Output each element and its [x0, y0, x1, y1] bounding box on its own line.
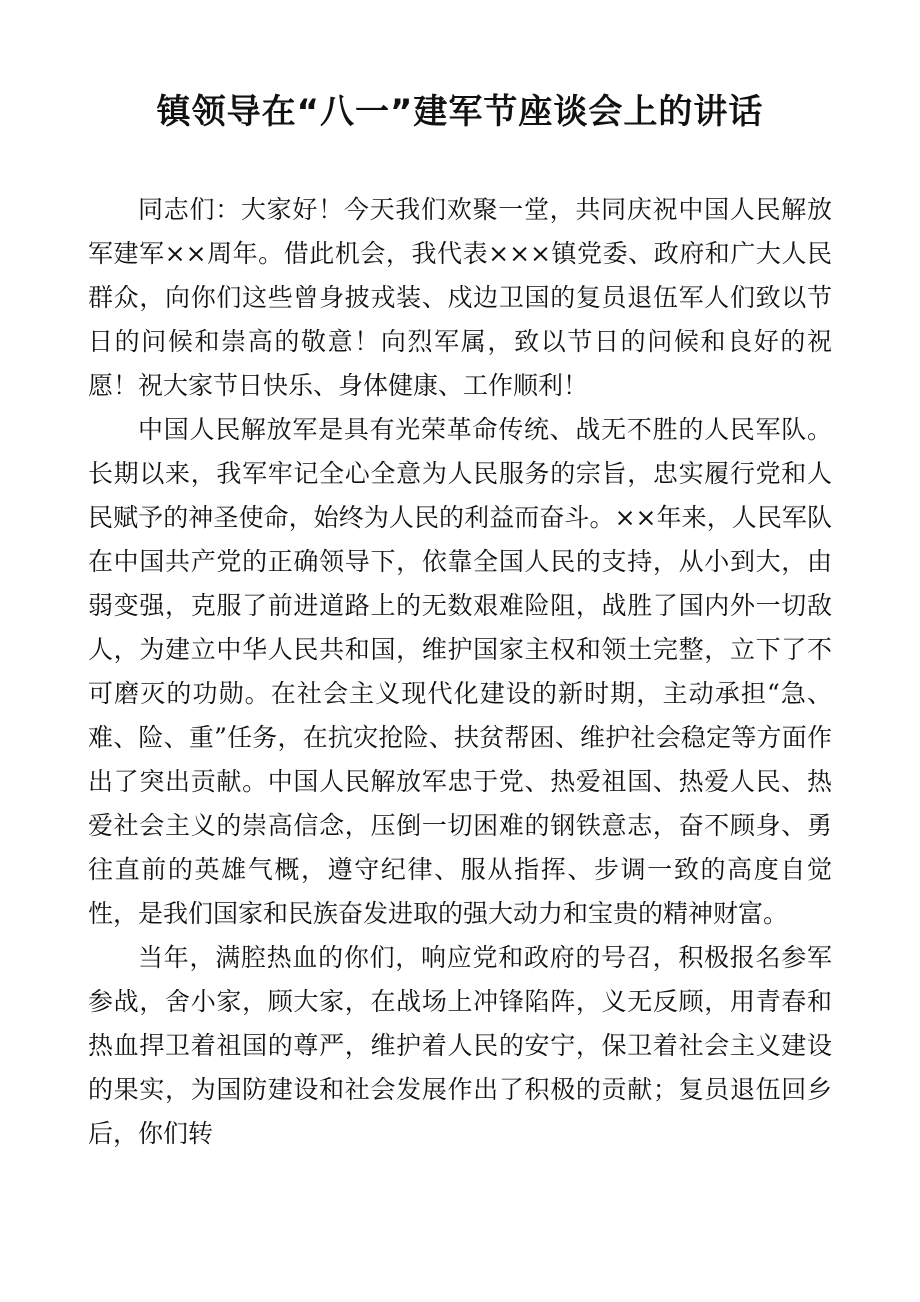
paragraph-pla-history: 中国人民解放军是具有光荣革命传统、战无不胜的人民军队。长期以来，我军牢记全心全意为人民服务的宗旨，忠实履行党和人民赋予的神圣使命，始终为人民的利益而奋斗。××年来，人民军队在中国共产党的正确领导下，依靠全国人民的支持，从小到大，由弱变强，克服了前进道路上的无数艰难险阻，战胜了国内外一切敌人，为建立中华人民共和国，维护国家主权和领土完整，立下了不可磨灭的功勋。在社会主义现代化建设的新时期，主动承担“急、难、险、重”任务，在抗灾抢险、扶贫帮困、维护社会稳定等方面作出了突出贡献。中国人民解放军忠于党、热爱祖国、热爱人民、热爱社会主义的崇高信念，压倒一切困难的钢铁意志，奋不顾身、勇往直前的英雄气概，遵守纪律、服从指挥、步调一致的高度自觉性，是我们国家和民族奋发进取的强大动力和宝贵的精神财富。 — [88, 415, 832, 928]
document-body — [88, 188, 832, 1156]
document-title: 镇领导在“八一”建军节座谈会上的讲话 — [156, 92, 764, 132]
paragraph-veterans: 当年，满腔热血的你们，响应党和政府的号召，积极报名参军参战，舍小家，顾大家，在战场上冲锋陷阵，义无反顾，用青春和热血捍卫着祖国的尊严，维护着人民的安宁，保卫着社会主义建设的果实，为国防建设和社会发展作出了积极的贡献；复员退伍回乡后，你们转 — [88, 943, 832, 1148]
paragraph-greeting: 同志们：大家好！今天我们欢聚一堂，共同庆祝中国人民解放军建军××周年。借此机会，我代表×××镇党委、政府和广大人民群众，向你们这些曾身披戎装、戍边卫国的复员退伍军人们致以节日的问候和崇高的敬意！向烈军属，致以节日的问候和良好的祝愿！祝大家节日快乐、身体健康、工作顺利！ — [88, 195, 832, 400]
